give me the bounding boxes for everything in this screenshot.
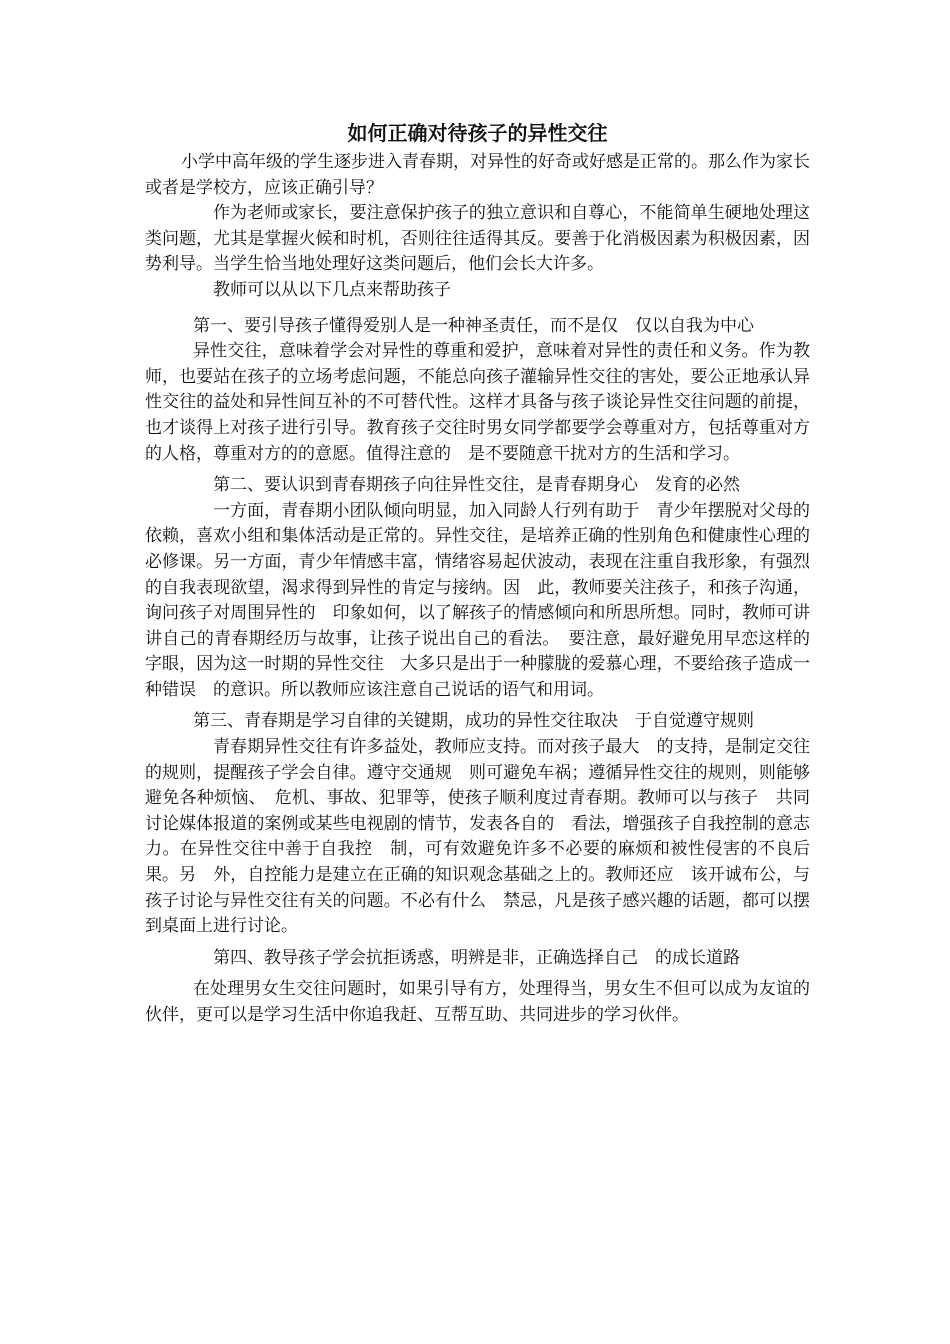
point2-body: 一方面，青春期小团队倾向明显，加入同龄人行列有助于 青少年摆脱对父母的依赖，喜欢小组和集体活动是正常的。异性交往，是培养正确的性别角色和健康性心理的必修课。另一方面，青少年情感丰富，情绪容易起伏波动，表现在注重自我形象，有强烈的自我表现欲望，渴求得到异性的肯定与接纳。因 此，教师要关注孩子，和孩子沟通，询问孩子对周围异性的 印象如何，以了解孩子的情感倾向和所思所想。同时，教师可讲 讲自己的青春期经历与故事，让孩子说出自己的看法。 要注意，最好避免用早恋这样的字眼，因为这一时期的异性交往 大多只是出于一种朦胧的爱慕心理，不要给孩子造成一种错误 的意识。所以教师应该注意自己说话的语气和用词。	[145, 500, 827, 700]
document-page	[145, 118, 827, 1029]
point3-heading: 第三、青春期是学习自律的关键期，成功的异性交往取决 于自觉遵守规则	[193, 711, 754, 732]
point4-heading: 第四、教导孩子学会抗拒诱惑，明辨是非，正确选择自己 的成长道路	[213, 947, 740, 968]
document-title: 如何正确对待孩子的异性交往	[347, 121, 608, 145]
lead-line: 教师可以从以下几点来帮助孩子	[213, 279, 451, 300]
point3-body: 青春期异性交往有许多益处，教师应支持。而对孩子最大 的支持，是制定交往的规则，提醒孩子学会自律。遵守交通规 则可避免车祸；遵循异性交往的规则，则能够避免各种烦恼、 危机、事故、犯罪等，使孩子顺利度过青春期。教师可以与孩子 共同讨论媒体报道的案例或某些电视剧的情节，发表各自的 看法，增强孩子自我控制的意志力。在异性交往中善于自我控 制，可有效避免许多不必要的麻烦和被性侵害的不良后果。另 外，自控能力是建立在正确的知识观念基础之上的。教师还应 该开诚布公，与孩子讨论与异性交往有关的问题。不必有什么 禁忌，凡是孩子感兴趣的话题，都可以摆到桌面上进行讨论。	[145, 737, 810, 937]
point2-heading: 第二、要认识到青春期孩子向往异性交往，是青春期身心 发育的必然	[213, 475, 740, 496]
conclusion-paragraph: 在处理男女生交往问题时，如果引导有方，处理得当，男女生不但可以成为友谊的伙伴，更可以是学习生活中你追我赶、互帮互助、共同进步的学习伙伴。	[145, 979, 810, 1025]
point1-body: 异性交往，意味着学会对异性的尊重和爱护，意味着对异性的责任和义务。作为教师，也要站在孩子的立场考虑问题，不能总向孩子灌输异性交往的害处，要公正地承认异性交往的益处和异性间互补的不可替代性。这样才具备与孩子谈论异性交往问题的前提，也才谈得上对孩子进行引导。教育孩子交往时男女同学都要学会尊重对方，包括尊重对方的人格，尊重对方的的意愿。值得注意的 是不要随意干扰对方的生活和学习。	[145, 341, 810, 464]
intro-paragraph: 小学中高年级的学生逐步进入青春期，对异性的好奇或好感是正常的。那么作为家长或者是学校方，应该正确引导？	[145, 152, 810, 198]
paragraph-teacher-parent: 作为老师或家长，要注意保护孩子的独立意识和自尊心，不能简单生硬地处理这类问题，尤其是掌握火候和时机，否则往往适得其反。要善于化消极因素为积极因素，因势利导。当学生恰当地处理好这类问题后，他们会长大许多。	[145, 203, 810, 275]
point1-heading: 第一、要引导孩子懂得爱别人是一种神圣责任，而不是仅 仅以自我为中心	[193, 315, 754, 336]
